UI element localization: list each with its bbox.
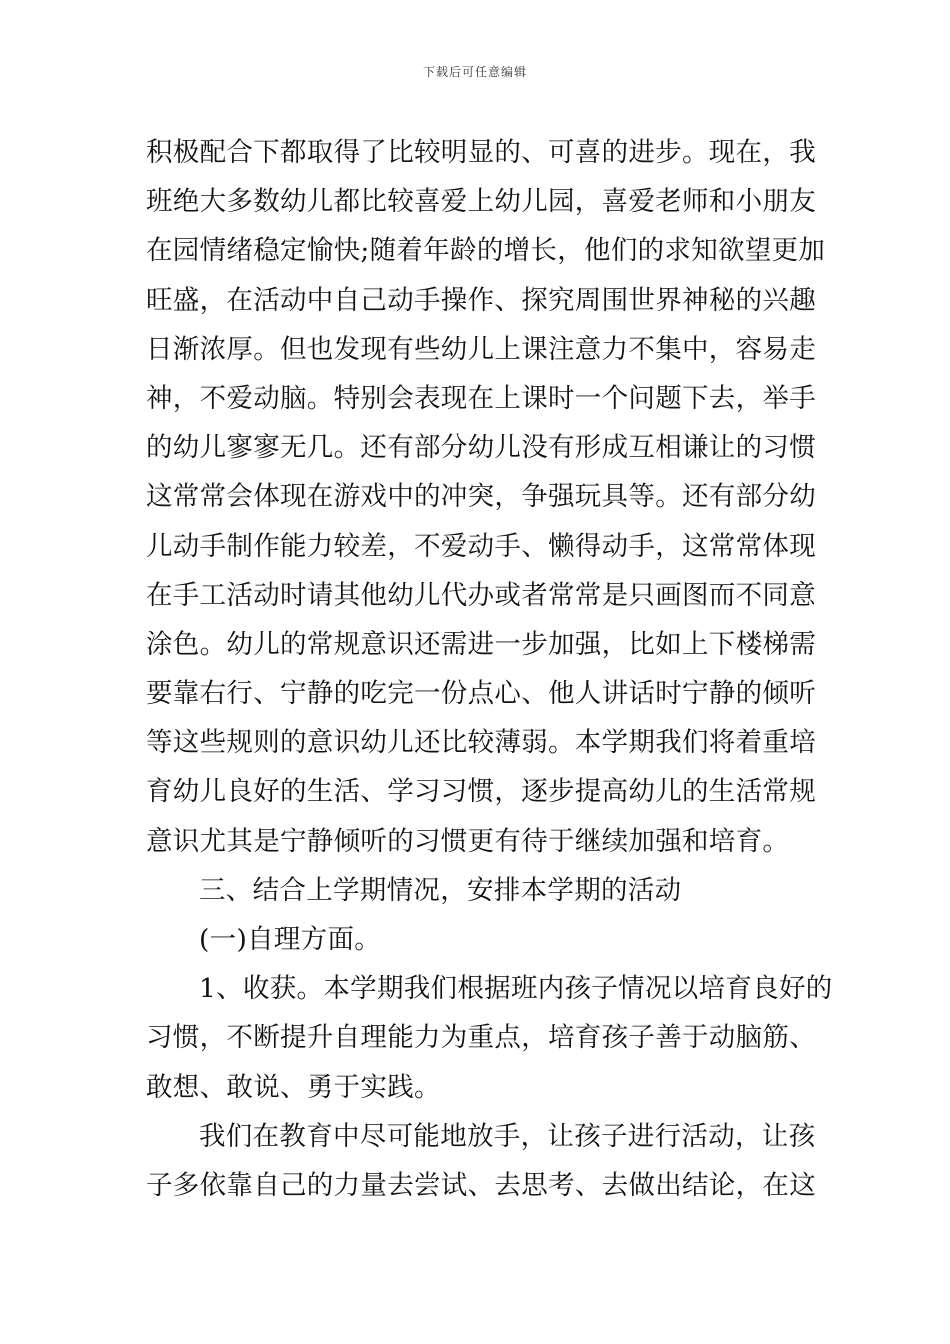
section-heading: 三、结合上学期情况，安排本学期的活动 [199,874,682,906]
text-line: 日渐浓厚。但也发现有些幼儿上课注意力不集中，容易走 [146,333,816,365]
text-line: 我们在教育中尽可能地放手，让孩子进行活动，让孩 [199,1120,816,1152]
text-line: 敢想、敢说、勇于实践。 [146,1071,441,1103]
text-line: 要靠右行、宁静的吃完一份点心、他人讲话时宁静的倾听 [146,678,816,710]
text-line: 在园情绪稳定愉快;随着年龄的增长，他们的求知欲望更加 [146,235,826,267]
text-line: 神，不爱动脑。特别会表现在上课时一个问题下去，举手 [146,382,816,414]
text-line: 涂色。幼儿的常规意识还需进一步加强，比如上下楼梯需 [146,628,816,660]
text-line: 意识尤其是宁静倾听的习惯更有待于继续加强和培育。 [146,825,790,857]
page-header: 下载后可任意编辑 [422,65,527,79]
document-body [146,128,833,1210]
text-line: 儿动手制作能力较差，不爱动手、懒得动手，这常常体现 [146,530,816,562]
text-line: 班绝大多数幼儿都比较喜爱上幼儿园，喜爱老师和小朋友 [146,186,816,218]
text-line: 这常常会体现在游戏中的冲突，争强玩具等。还有部分幼 [146,481,816,513]
text-line: 积极配合下都取得了比较明显的、可喜的进步。现在，我 [146,137,816,168]
text-line: 等这些规则的意识幼儿还比较薄弱。本学期我们将着重培 [146,727,816,759]
text-line: 旺盛，在活动中自己动手操作、探究周围世界神秘的兴趣 [146,284,816,316]
text-line: 1、收获。本学期我们根据班内孩子情况以培育良好的 [199,973,833,1005]
text-line: 习惯，不断提升自理能力为重点，培育孩子善于动脑筋、 [146,1022,816,1054]
subsection-heading: (一)自理方面。 [199,924,382,955]
text-line: 育幼儿良好的生活、学习习惯，逐步提高幼儿的生活常规 [146,776,816,808]
text-line: 在手工活动时请其他幼儿代办或者常常是只画图而不同意 [146,579,816,611]
text-line: 子多依靠自己的力量去尝试、去思考、去做出结论，在这 [146,1169,816,1201]
text-line: 的幼儿寥寥无几。还有部分幼儿没有形成互相谦让的习惯 [146,432,816,464]
